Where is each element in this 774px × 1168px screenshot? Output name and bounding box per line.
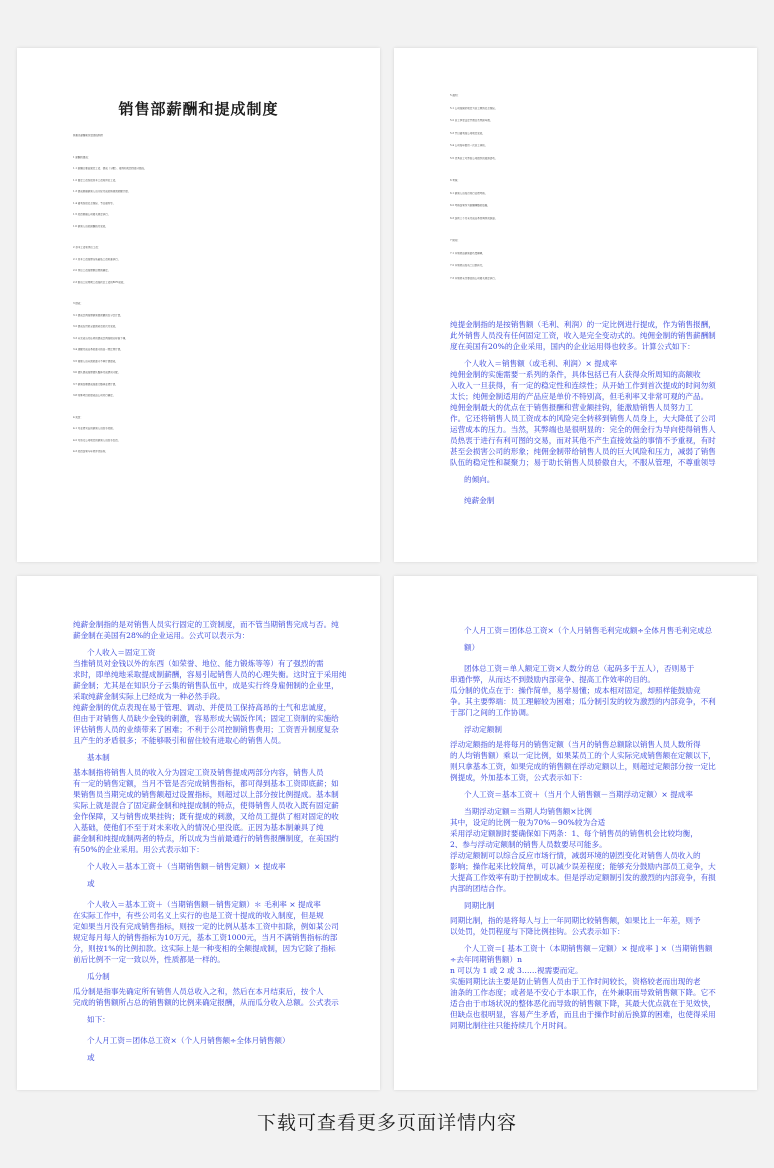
page-2 — [394, 48, 757, 562]
body-text-line: 实施同期比法主要是防止销售人员由于工作时间较长，资格较老而出现的老 — [450, 977, 701, 986]
fine-print-line: 5.2 员工享受法定节假日及带薪年假。 — [450, 119, 493, 122]
body-text-line: 瓜分制的优点在于：操作简单，易学易懂；成本相对固定，却照样能鼓励竞 — [450, 686, 701, 695]
body-text-line: 内部的团结合作。 — [450, 884, 511, 893]
body-text-line: 个人收入＝基本工资＋（当期销售额－销售定额）＊ 毛利率 × 提成率 — [87, 900, 321, 909]
body-text-line: 纯薪金制指的是对销售人员实行固定的工资制度，而不管当期销售完成与否。纯 — [73, 620, 339, 629]
fine-print-line: 5.4 公司每年组织一次员工体检。 — [450, 144, 488, 147]
body-text-line: n 可以为 1 或 2 或 3……视需要而定。 — [450, 966, 583, 975]
page-4 — [394, 576, 757, 1090]
body-text-line: 有50%的企业采用。用公式表示如下： — [73, 845, 204, 854]
body-text-line: 采用浮动定额制时要确保如下两条：1、每个销售员的销售机会比较均衡， — [450, 829, 698, 838]
body-text-line: 有一定的销售定额，当月不管是否完成销售指标，都可得到基本工资即底薪；如 — [73, 779, 339, 788]
fine-print-line: 1.3 提成根据销售人员实际完成的销售回款额计提。 — [73, 190, 131, 193]
body-text-line: 度在美国有20%的企业采用，国内的企业运用得也较多。计算公式如下： — [450, 342, 695, 351]
fine-print-line: 4.3 奖罚结果与年度评优挂钩。 — [73, 450, 108, 453]
body-text-line: 求时，即单纯地采取提成制薪酬，容易引起销售人员的心理失衡。这时宜于采用纯 — [73, 670, 347, 679]
body-text-line: 纯提金制指的是按销售额（毛利、利润）的一定比例进行提成，作为销售报酬， — [450, 320, 716, 329]
fine-print-line: 3.6 团队提成按照团队整体完成情况分配。 — [73, 371, 121, 374]
body-text-line: 额） — [464, 643, 480, 652]
fine-print-line: 6.1 销售人员每月进行业绩考核。 — [450, 191, 488, 195]
fine-print-line: 3.1 提成比例按照销售回款额的百分比计算。 — [73, 313, 123, 317]
fine-print-line: 7.1 本制度由销售部负责解释。 — [450, 251, 485, 255]
fine-print-line: 5.5 优秀员工可参加公司组织的旅游活动。 — [450, 156, 498, 160]
fine-print-line: 1.2 固定工资包括基本工资和岗位工资。 — [73, 178, 118, 182]
fine-print-line: 1.5 奖罚根据公司相关规定执行。 — [73, 213, 111, 216]
body-text-line: 且产生的矛盾很多；不能够吸引和留住较有进取心的销售人员。 — [73, 736, 286, 745]
body-text-line: 串通作弊，从而达不到鼓励内部竞争、提高工作效率的目的。 — [450, 675, 656, 684]
body-text-line: 前后比例不一定一致以外，性质都是一样的。 — [73, 955, 225, 964]
body-text-line: 大提高工作效率有助于控制成本。但是浮动定额制引发的激烈的内部竞争，有损 — [450, 873, 716, 882]
body-text-line: 油条的工作态度；或者是不安心于本职工作，在外兼职而导致销售额下降。它不 — [450, 988, 716, 997]
body-text-line: 队伍的稳定性和凝聚力；易于助长销售人员骄傲自大，不服从管理，不尊重领导 — [450, 458, 716, 467]
body-text-line: 当期浮动定额＝当期人均销售额×比例 — [464, 807, 592, 816]
body-text-line: ÷去年同期销售额）n — [450, 955, 523, 964]
body-text-line: 其中，设定的比例一般为70%－90%较为合适 — [450, 818, 606, 827]
body-text-line: 分，则按1%的比例扣款。这实际上是一种变相的全额提成制，因为它除了指标 — [73, 944, 336, 953]
body-text-line: 个人收入＝固定工资 — [87, 648, 156, 657]
body-text-line: 或 — [87, 1053, 95, 1062]
body-text-line: 浮动定额制可以综合反应市场行情，减弱环境的剧烈变化对销售人员收入的 — [450, 851, 701, 860]
body-text-line: 团体总工资＝单人额定工资×人数分的总（起码多于五人），否则易于 — [464, 664, 695, 673]
fine-print-line: 3.7 销售经理提成按部门整体业绩计提。 — [73, 382, 118, 386]
body-text-line: 采取纯薪金制实际上已经成为一种必然手段。 — [73, 692, 225, 701]
fine-print-line: 3.4 超额完成任务的部分按高一级比例计提。 — [73, 348, 123, 351]
body-text-line: 员热衷于进行有利可图的交易，而对其他不产生直接效益的事情不予重视，有时 — [450, 436, 716, 445]
body-text-line: 同期比制 — [464, 901, 495, 910]
fine-print-line: 6.2 考核结果作为薪酬调整的依据。 — [450, 204, 490, 207]
body-text-line: 但缺点也很明显，容易产生矛盾，而且由于操作时前后换算的困难，也使得采用 — [450, 1010, 716, 1019]
body-text-line: 运营成本的压力。当然，其弊端也是很明显的：完全的佣金行为导向使得销售人 — [450, 425, 716, 434]
fine-print-line: 3.8 特殊项目的提成由公司另行确定。 — [73, 394, 116, 397]
fine-print-line: 销售员薪酬和奖罚提成制度 — [73, 134, 104, 137]
body-text-line: 基本制 — [87, 753, 110, 762]
fine-print-line: 1.4 福利包括社会保险、节日福利等。 — [73, 201, 116, 205]
fine-print-line: 4.2 对违反公司规定的销售人员给予处罚。 — [73, 438, 121, 442]
body-text-line: 个人收入＝基本工资＋（当期销售额－销售定额）× 提成率 — [87, 862, 286, 871]
body-text-line: 个人工资＝[ 基本工资十（本期销售额－定额）× 提成率 ] ×（当期销售额 — [464, 944, 713, 953]
fine-print-line: 5 福利： — [450, 94, 460, 97]
body-text-line: 2、参与浮动定额制的销售人员数要尽可能多。 — [450, 840, 607, 849]
body-text-line: 作。它还将销售人员工资成本的风险完全转移到销售人员身上，大大降低了公司 — [450, 414, 716, 423]
body-text-line: 于部门之间的工作协调。 — [450, 708, 534, 717]
body-text-line: 入收入一旦获得，有一定的稳定性和连续性；从开始工作到首次提成的时间勿须 — [450, 381, 716, 390]
body-text-line: 同期比制往往只能持续几个月时间。 — [450, 1021, 572, 1030]
body-text-line: 薪金制；尤其是在知识分子云集的销售队伍中，成是实行终身雇佣制的企业里， — [73, 681, 339, 690]
body-text-line: 薪金制在美国有28%的企业运用。公式可以表示为： — [73, 631, 250, 640]
fine-print-line: 1.6 销售人员的薪酬按月发放。 — [73, 224, 108, 228]
body-text-line: 瓜分制 — [87, 972, 110, 981]
body-text-line: 薪金制和纯提成制两者的特点，所以成为当前最通行的销售报酬制度，在美国约 — [73, 834, 339, 843]
body-text-line: 例提成，外加基本工资，公式表示如下： — [450, 773, 587, 782]
body-text-line: 实际上就是混合了固定薪金制和纯提成制的特点，使得销售人员收入既有固定薪 — [73, 801, 339, 810]
body-text-line: 或 — [87, 879, 95, 888]
fine-print-line: 3.3 未完成当月任务的提成比例按相应标准下调。 — [73, 336, 128, 340]
fine-print-line: 7 附则： — [450, 239, 460, 242]
body-text-line: 在实际工作中，有些公司名义上实行的也是工资十提成的收入制度，但是规 — [73, 911, 324, 920]
fine-print-line: 2.1 基本工资按照当地最低工资标准执行。 — [73, 257, 121, 261]
body-text-line: 此外销售人员没有任何固定工资，收入是完全变动式的。纯佣金制的销售薪酬制 — [450, 331, 716, 340]
body-text-line: 评估销售人员的业绩带来了困难；不利于公司控制销售费用；工资晋升制度复杂 — [73, 725, 339, 734]
fine-print-line: 2 基本工资和岗位工资： — [73, 246, 101, 249]
body-text-line: 浮动定额指的是将每月的销售定额（当月的销售总额除以销售人员人数所得 — [450, 740, 701, 749]
body-text-line: 的人均销售额）乘以一定比例，如果某员工的个人实际完成销售额在定额以下， — [450, 751, 716, 760]
body-text-line: 适合由于市场状况的整体恶化而导致的销售额下降，其最大优点就在于见效快， — [450, 999, 716, 1008]
body-text-line: 金作保障，又与销售成果挂钩；既有提成的刺激，又给员工提供了相对固定的收 — [73, 812, 339, 821]
body-text-line: 但由于对销售人员缺少金钱的刺激，容易形成大锅饭作风；固定工资制的实施给 — [73, 714, 339, 723]
fine-print-line: 3 提成： — [73, 302, 83, 305]
body-text-line: 完成的销售额所占总的销售额的比例来确定报酬，从而瓜分收入总额。公式表示 — [73, 998, 339, 1007]
body-text-line: 影响；操作起来比较简单，可以减少误差程度；能够充分鼓励内部员工竞争，大 — [450, 862, 716, 871]
fine-print-line: 7.2 本制度自发布之日起执行。 — [450, 264, 485, 267]
body-text-line: 当推销员对金钱以外的东西（如荣誉、地位、能力锻炼等等）有了强烈的需 — [73, 659, 324, 668]
body-text-line: 规定每月每人的销售指标为10万元，基本工资1000元，当月不满销售指标的部 — [73, 933, 338, 942]
body-text-line: 纯薪金制 — [464, 496, 495, 505]
body-text-line: 定如果当月没有完成销售指标，则按一定的比例从基本工资中扣除，例如某公司 — [73, 922, 339, 931]
body-text-line: 纯薪金制的优点表现在易于管理、调动、并使员工保持高昂的士气和忠诚度， — [73, 703, 332, 712]
fine-print-line: 6.3 连续三个月未完成任务者调岗或辞退。 — [450, 216, 498, 220]
fine-print-line: 4 奖罚： — [73, 415, 83, 419]
body-text-line: 入基础，使他们不至于对未来收入的情况心里没底。正因为基本制兼具了纯 — [73, 823, 324, 832]
fine-print-line: 5.3 节日福利按公司规定发放。 — [450, 131, 485, 135]
body-text-line: 果销售员当期完成的销售额超过设置指标，则超过以上部分按比例提成。基本制 — [73, 790, 339, 799]
body-text-line: 同期比制，指的是将每人与上一年同期比较销售额，如果比上一年差，则予 — [450, 916, 701, 925]
fine-print-line: 2.2 岗位工资按照职位级别确定。 — [73, 269, 111, 272]
body-text-line: 以处罚，处罚程度与下降比例挂钩。公式表示如下： — [450, 927, 625, 936]
fine-print-line: 5.1 公司按国家规定为员工缴纳社会保险。 — [450, 106, 498, 110]
fine-print-line: 1.1 薪酬主要由固定工资、提成（分配）、福利和奖罚四部分组成。 — [73, 167, 147, 170]
fine-print-line: 7.3 本制度未尽事宜按公司相关规定执行。 — [450, 276, 498, 280]
fine-print-line: 1 薪酬的组成： — [73, 155, 91, 159]
download-more-footer[interactable]: 下载可查看更多页面详情内容 — [256, 1112, 517, 1134]
page-1 — [17, 48, 380, 562]
body-text-line: 个人收入＝销售额（或毛利、利润）× 提成率 — [464, 359, 618, 368]
fine-print-line: 3.5 离职人员未回款部分不再计提提成。 — [73, 359, 118, 363]
body-text-line: 争。其主要弊端：员工理解较为困难；瓜分制引发的较为激烈的内部竞争，不利 — [450, 697, 716, 706]
body-text-line: 基本制指将销售人员的收入分为固定工资及销售提成两部分内容，销售人员 — [73, 768, 324, 777]
body-text-line: 瓜分制是指事先确定所有销售人员总收入之和，然后在本月结束后，按个人 — [73, 987, 324, 996]
body-text-line: 纯佣金制最大的优点在于销售报酬和营业额挂钩，能激励销售人员努力工 — [450, 403, 693, 412]
body-text-line: 则只拿基本工资，如果完成的销售额在浮动定额以上，则超过定额部分按一定比 — [450, 762, 716, 771]
body-text-line: 太长；纯佣金制适用的产品应是单价不特别高，但毛利率又非常可观的产品。 — [450, 392, 709, 401]
body-text-line: 个人月工资＝团体总工资×（个人月销售毛利完成额÷全体月售毛利完成总 — [464, 626, 713, 635]
fine-print-line: 6 考核： — [450, 179, 460, 182]
document-title: 销售部薪酬和提成制度 — [118, 100, 279, 118]
body-text-line: 纯佣金制的实施需要一系列的条件，具体包括已有人获得众所周知的高额收 — [450, 370, 701, 379]
fine-print-line: 4.1 对业绩突出的销售人员给予奖励。 — [73, 427, 116, 430]
fine-print-line: 2.3 新员工试用期工资按转正工资的80%发放。 — [73, 280, 126, 284]
body-text-line: 个人月工资＝团体总工资×（个人月销售额÷全体月销售额） — [87, 1036, 290, 1045]
body-text-line: 个人工资＝基本工资＋（当月个人销售额－当期浮动定额）× 提成率 — [464, 790, 693, 799]
body-text-line: 甚至会损害公司的形象；纯佣金制带给销售人员的巨大风险和压力，减弱了销售 — [450, 447, 716, 456]
body-text-line: 的倾向。 — [464, 475, 495, 484]
page-3 — [17, 576, 380, 1090]
body-text-line: 浮动定额制 — [464, 725, 502, 734]
fine-print-line: 3.2 提成在货款全部回收后的次月发放。 — [73, 325, 118, 328]
body-text-line: 如下： — [87, 1015, 110, 1024]
